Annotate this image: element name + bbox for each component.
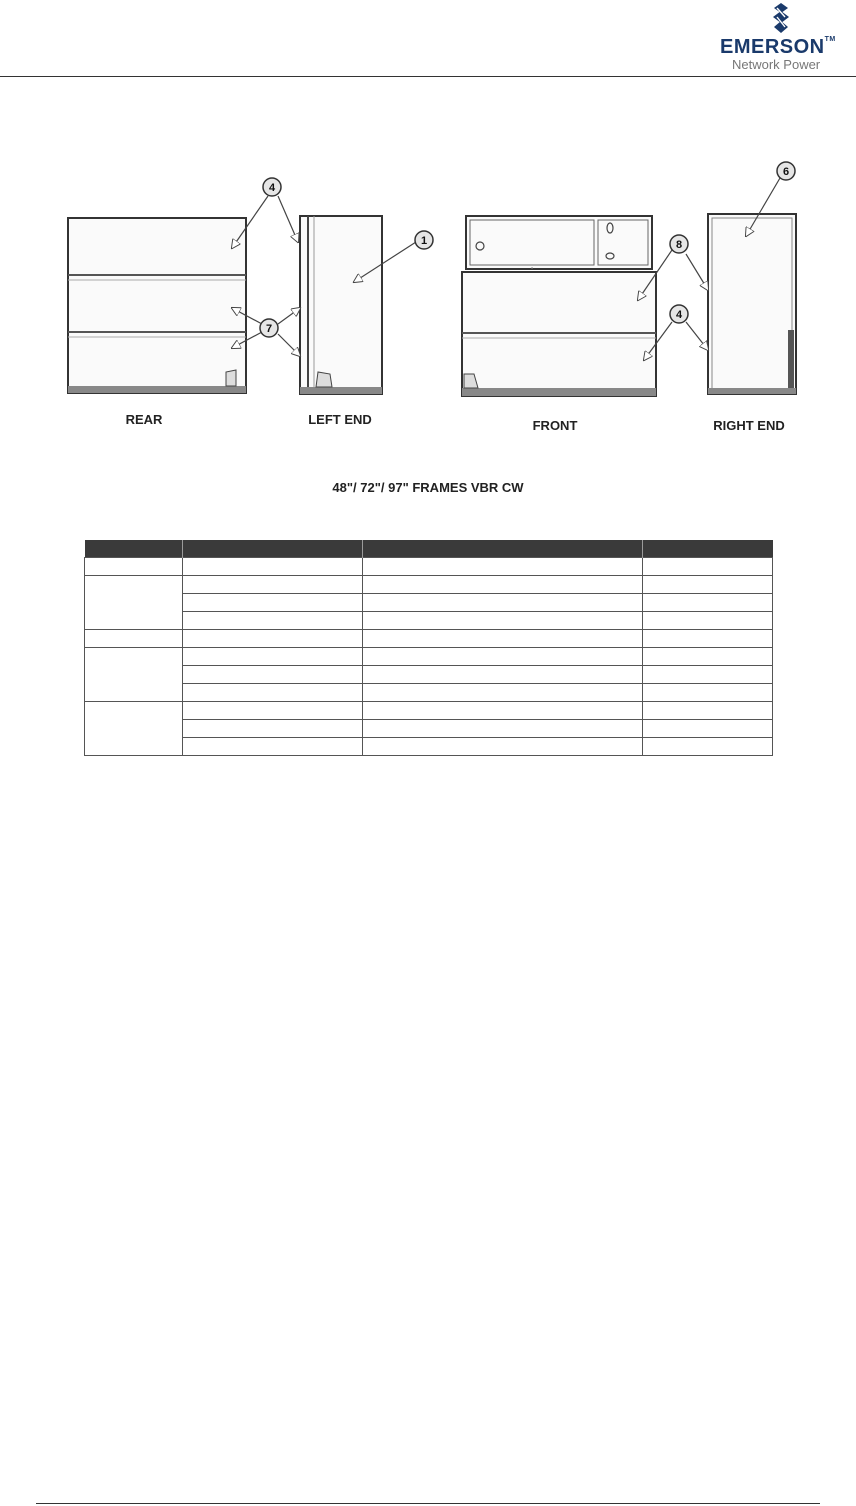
table-cell — [85, 702, 183, 756]
rear-view-label: REAR — [125, 412, 163, 427]
parts-table — [84, 540, 773, 756]
table-row — [85, 558, 773, 576]
table-cell — [363, 630, 643, 648]
callout-4-top — [263, 178, 281, 196]
brand-trademark: TM — [824, 36, 836, 43]
table-cell — [183, 594, 363, 612]
frame-views-diagram — [56, 150, 801, 440]
table-cell — [643, 630, 773, 648]
callout-7 — [260, 319, 278, 337]
brand-subtitle: Network Power — [732, 57, 821, 72]
brand-name: EMERSON™ — [720, 36, 836, 58]
front-view-label: FRONT — [532, 418, 578, 433]
table-header-cell — [183, 540, 363, 558]
table-header-cell — [363, 540, 643, 558]
svg-text:6: 6 — [782, 166, 790, 178]
left-end-view — [300, 216, 382, 427]
table-cell — [183, 612, 363, 630]
emerson-logo — [712, 2, 852, 72]
left-end-view-label: LEFT END — [308, 412, 372, 427]
table-row — [85, 594, 773, 612]
callout-8 — [670, 235, 688, 253]
table-cell — [643, 702, 773, 720]
callout-4-front — [670, 305, 688, 323]
table-cell — [363, 648, 643, 666]
table-cell — [363, 738, 643, 756]
table-cell — [363, 702, 643, 720]
page-header — [0, 0, 856, 80]
table-row — [85, 720, 773, 738]
table-row — [85, 576, 773, 594]
table-cell — [363, 576, 643, 594]
table-cell — [85, 648, 183, 702]
table-cell — [363, 612, 643, 630]
emerson-logo-icon — [768, 2, 794, 36]
table-cell — [183, 684, 363, 702]
table-cell — [363, 720, 643, 738]
table-row — [85, 702, 773, 720]
svg-text:4: 4 — [268, 182, 276, 194]
table-cell — [183, 702, 363, 720]
table-header-cell — [643, 540, 773, 558]
table-cell — [363, 558, 643, 576]
table-cell — [183, 630, 363, 648]
right-end-view — [708, 214, 796, 433]
table-cell — [643, 612, 773, 630]
table-cell — [643, 738, 773, 756]
table-row — [85, 666, 773, 684]
table-cell — [183, 666, 363, 684]
table-cell — [183, 738, 363, 756]
table-cell — [643, 666, 773, 684]
table-cell — [643, 648, 773, 666]
table-cell — [85, 576, 183, 630]
callout-6 — [777, 162, 795, 180]
table-cell — [643, 594, 773, 612]
table-row — [85, 648, 773, 666]
table-row — [85, 630, 773, 648]
table-cell — [643, 558, 773, 576]
svg-text:7: 7 — [265, 323, 273, 335]
table-cell — [183, 576, 363, 594]
table-cell — [85, 630, 183, 648]
table-cell — [643, 720, 773, 738]
svg-text:8: 8 — [675, 239, 683, 251]
svg-text:4: 4 — [675, 309, 683, 321]
table-header-cell — [85, 540, 183, 558]
table-cell — [363, 594, 643, 612]
table-header-row — [85, 540, 773, 558]
front-view — [462, 216, 656, 433]
diagram-caption: 48"/ 72"/ 97" FRAMES VBR CW — [332, 480, 524, 495]
table-cell — [363, 684, 643, 702]
rear-view — [68, 218, 246, 427]
svg-text:1: 1 — [420, 235, 428, 247]
table-row — [85, 612, 773, 630]
right-end-view-label: RIGHT END — [713, 418, 785, 433]
table-cell — [363, 666, 643, 684]
footer-rule — [36, 1503, 820, 1504]
table-row — [85, 684, 773, 702]
svg-text:▪: ▪ — [530, 266, 534, 272]
table-row — [85, 738, 773, 756]
table-cell — [183, 648, 363, 666]
table-cell — [183, 558, 363, 576]
header-rule — [0, 76, 856, 77]
table-cell — [183, 720, 363, 738]
callout-1 — [415, 231, 433, 249]
table-cell — [643, 684, 773, 702]
table-cell — [643, 576, 773, 594]
table-cell — [85, 558, 183, 576]
